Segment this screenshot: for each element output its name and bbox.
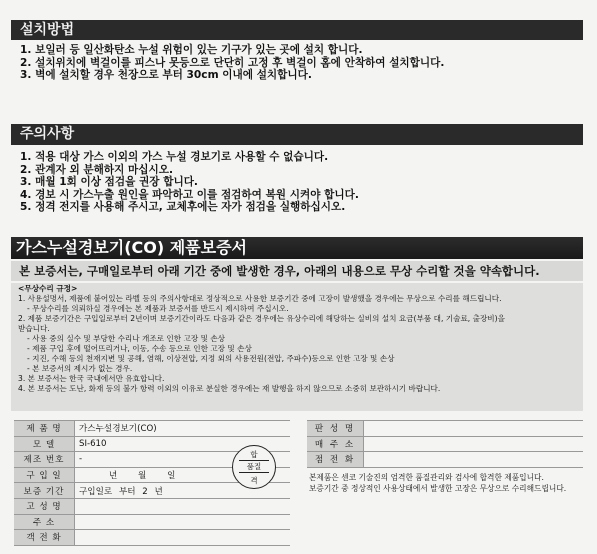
table-row bbox=[307, 436, 583, 452]
seal-middle: 품질 bbox=[239, 460, 269, 473]
field-label: 모 델 bbox=[14, 436, 75, 452]
rule-line: - 사용 중의 실수 및 부당한 수리나 개조로 인한 고장 및 손상 bbox=[27, 334, 226, 343]
caution-section-header bbox=[11, 124, 583, 145]
field-value bbox=[75, 514, 291, 530]
list-item: 3. 매월 1회 이상 점검을 권장 합니다. bbox=[20, 176, 198, 188]
field-value: 구입일로 부터 2 년 bbox=[75, 483, 291, 499]
install-section-header bbox=[11, 20, 583, 40]
seller-info-table bbox=[307, 420, 583, 468]
rule-line: 4. 본 보증서는 도난, 화재 등의 불가 항력 이외의 이유로 분실한 경우에는 재 발행을 하지 않으므로 소중히 보관하시기 바랍니다. bbox=[18, 384, 441, 393]
rule-line: - 제품 구입 후에 떨어뜨리거나, 이동, 수송 등으로 인한 고장 및 손상 bbox=[27, 344, 252, 353]
field-label: 주 소 bbox=[14, 514, 75, 530]
field-label: 점 전 화 bbox=[307, 452, 364, 468]
list-item: 1. 보일러 등 일산화탄소 누설 위험이 있는 기구가 있는 곳에 설치 합니다. bbox=[20, 44, 363, 56]
field-value: - bbox=[75, 452, 291, 468]
field-value bbox=[364, 452, 584, 468]
rule-line: - 지진, 수해 등의 천재지변 및 공해, 염해, 이상전압, 지정 외의 사용전원(전압, 주파수)등으로 인한 고장 및 손상 bbox=[27, 354, 395, 363]
table-row bbox=[307, 452, 583, 468]
seal-top: 합 bbox=[250, 450, 258, 459]
quality-seal-stamp bbox=[232, 445, 276, 489]
caution-title: 주의사항 bbox=[20, 126, 75, 142]
rule-line: 받습니다. bbox=[18, 324, 50, 333]
list-item: 2. 설치위치에 벽걸이를 피스나 못등으로 단단히 고정 후 벽걸이 홈에 안착하여 설치합니다. bbox=[20, 56, 445, 69]
install-title: 설치방법 bbox=[20, 22, 75, 38]
field-value bbox=[75, 530, 291, 546]
field-label: 구 입 일 bbox=[14, 467, 75, 483]
field-label: 제 품 명 bbox=[14, 421, 75, 437]
list-item: 4. 경보 시 가스누출 원인을 파악하고 이를 점검하여 복원 시켜야 합니다. bbox=[20, 188, 359, 201]
table-row bbox=[14, 498, 290, 514]
table-row bbox=[307, 421, 583, 437]
list-item: 3. 벽에 설치할 경우 천장으로 부터 30cm 이내에 설치합니다. bbox=[20, 69, 312, 81]
rule-line: 2. 제품 보증기간은 구입일로부터 2년이며 보증기간이라도 다음과 같은 경우에는 유상수리에 해당하는 실비의 설치 요금(부품 대, 기술료, 출장비)을 bbox=[18, 314, 505, 323]
rule-line: - 무상수리를 의뢰하실 경우에는 본 제품과 보증서를 반드시 제시하여 주십시오. bbox=[27, 304, 289, 313]
install-list bbox=[20, 44, 444, 82]
warranty-terms bbox=[11, 283, 583, 411]
table-row bbox=[14, 530, 290, 546]
list-item: 1. 적용 대상 가스 이외의 가스 누설 경보기로 사용할 수 없습니다. bbox=[20, 151, 329, 163]
caution-list bbox=[20, 151, 359, 214]
table-row bbox=[14, 514, 290, 530]
field-label: 제조 번호 bbox=[14, 452, 75, 468]
field-label: 보증 기간 bbox=[14, 483, 75, 499]
note-line: 보증기간 중 정상적인 사용상태에서 발생한 고장은 무상으로 수리해드립니다. bbox=[309, 484, 567, 493]
field-value: 년 월 일 bbox=[75, 467, 291, 483]
table-row bbox=[14, 421, 290, 437]
seal-bottom: 격 bbox=[250, 476, 258, 485]
field-value: SI-610 bbox=[75, 436, 291, 452]
field-label: 판 성 명 bbox=[307, 421, 364, 437]
warranty-title: 가스누설경보기(CO) 제품보증서 bbox=[11, 237, 583, 259]
rule-line: 3. 본 보증서는 한국 국내에서만 유효합니다. bbox=[18, 374, 165, 383]
rule-line: - 본 보증서의 제시가 없는 경우. bbox=[27, 364, 133, 373]
field-label: 객 전 화 bbox=[14, 530, 75, 546]
rules-heading: <무상수리 규정> bbox=[18, 284, 78, 293]
note-line: 본제품은 센코 기술진의 엄격한 품질관리와 검사에 합격한 제품입니다. bbox=[309, 473, 544, 482]
rule-line: 1. 사용설명서, 제품에 붙어있는 라벨 등의 주의사항대로 정상적으로 사용한 보증기간 중에 고장이 발생했을 경우에는 무상으로 수리를 해드립니다. bbox=[18, 294, 502, 303]
field-value: 가스누설경보기(CO) bbox=[75, 421, 291, 437]
field-value bbox=[364, 421, 584, 437]
rules-list bbox=[18, 294, 576, 394]
field-label: 매 주 소 bbox=[307, 436, 364, 452]
field-label: 고 성 명 bbox=[14, 498, 75, 514]
list-item: 2. 관계자 외 분해하지 마십시오. bbox=[20, 163, 173, 176]
warranty-lead: 본 보증서는, 구매일로부터 아래 기간 중에 발생한 경우, 아래의 내용으로 무상 수리할 것을 약속합니다. bbox=[11, 261, 583, 281]
list-item: 5. 정격 전지를 사용해 주시고, 교체후에는 자가 점검을 실행하십시오. bbox=[20, 201, 346, 213]
field-value bbox=[75, 498, 291, 514]
field-value bbox=[364, 436, 584, 452]
quality-note bbox=[309, 472, 589, 494]
